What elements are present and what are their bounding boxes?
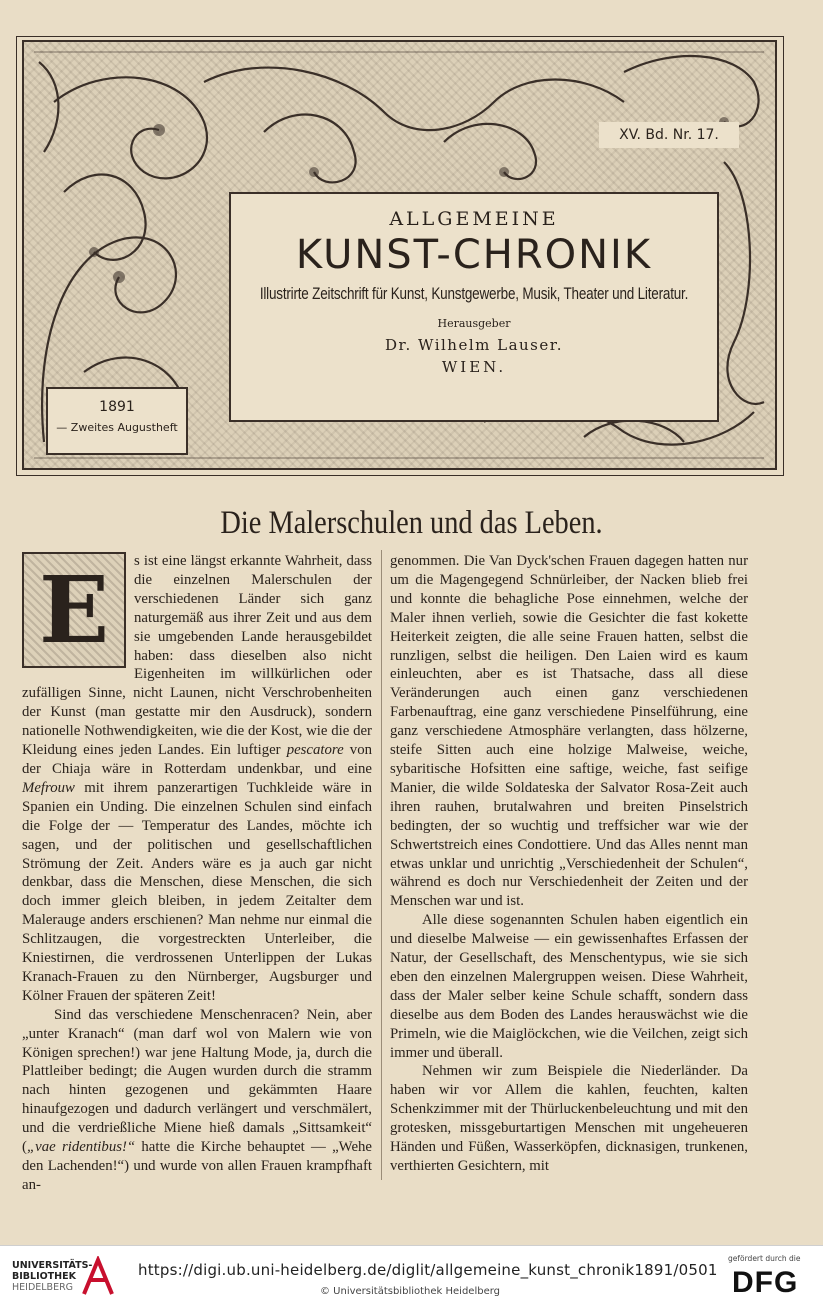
issue-label: — Zweites Augustheft — [56, 421, 178, 434]
title-panel — [229, 192, 719, 422]
funding-label: gefördert durch die — [728, 1254, 801, 1263]
editor-name: Dr. Wilhelm Lauser. — [384, 336, 564, 354]
paragraph: genommen. Die Van Dyck'schen Frauen dagegen hatten nur um die Magengegend Schnürleiber, der Nacken blieb frei und konnte die behagliche Pose einnehmen, welche der Maler ihnen verlieh, sowie die Gesichter die fast kokette Heiterkeit zeigten, die alle seine Frauen hatten, selbst die runzligen, selbst die heiligen. Den Laien wird es kaum einleuchten, aber es ist Thatsache, dass all diese Veränderungen auch einen ganz verschiedenen Farbenauftrag, eine ganz verschiedene Pinselführung, eine ganz verschiedene Atmosphäre verlangten, dass hölzerne, steife Sitten auch eine holzige Malweise, weiche, sybaritische Hofsitten eine saftige, weiche, fast seifige Manier, die wilde Soldateska der Salvator Rosa-Zeit auch ihren rauhen, brutalwahren und breiten Pinselstrich bedingten, der so wuchtig und treffsicher war wie der Schwertstreich eines Condottiere. Und das Alles nennt man etwas unklar und unrichtig „Verschiedenheit der Schulen“, während es doch nur Verschiedenheit der Zeiten und der Menschen war und ist. — [390, 553, 748, 910]
dfg-logo: DFG — [732, 1266, 799, 1299]
copyright-notice: © Universitätsbibliothek Heidelberg — [320, 1286, 501, 1297]
ornamental-initial — [22, 552, 126, 668]
article-column-right — [390, 552, 748, 1176]
text-run: von der Chiaja wäre in Rotterdam undenkbar, und eine — [22, 742, 372, 777]
university-logo-icon — [80, 1256, 116, 1298]
university-line: BIBLIOTHEK — [12, 1271, 76, 1282]
issue-year: 1891 — [99, 399, 135, 415]
text-run: hatte die Kirche behauptet — „Wehe den Lachenden!“) und wurde von allen Frauen krampfhaft an- — [22, 1139, 372, 1193]
publication-city: WIEN. — [441, 358, 507, 376]
paragraph — [22, 1006, 372, 1195]
university-line: HEIDELBERG — [12, 1282, 74, 1293]
italic-text: pescatore — [286, 742, 344, 759]
text-run: Sind das verschiedene Menschenracen? Nein, aber „unter Kranach“ (man darf wol von Malern wie von Königen sprechen!) war jene Haltung Mode, ja, durch die Plattleiber bedingt; die Augen wurden durch die stramm nach hinten gezogenen und gekämmten Haare hinaufgezogen und dadurch verlängert und verschmälert, und die verdrießliche Miene hieß damals „Sittsamkeit“ ( — [22, 1006, 372, 1156]
masthead-subtitle: ALLGEMEINE — [389, 208, 559, 230]
page-permalink[interactable]: https://digi.ub.uni-heidelberg.de/diglit/allgemeine_kunst_chronik1891/0501 — [138, 1261, 718, 1279]
university-line: UNIVERSITÄTS- — [12, 1260, 93, 1271]
italic-text: Mefrouw — [22, 779, 75, 796]
article-title: Die Malerschulen und das Leben. — [220, 505, 603, 541]
editor-label: Herausgeber — [437, 317, 511, 330]
italic-text: „vae ridentibus!“ — [26, 1139, 136, 1156]
paragraph: Alle diese sogenannten Schulen haben eigentlich ein und dieselbe Malweise — ein gewissenhaftes Erfassen der Natur, der Gesellschaft, des Menschentypus, wie sie sich eben den einzelnen Malergruppen weisen. Diese Wahrheit, dass der Maler selber keine Schule schafft, sondern dass dieselbe aus dem Boden des Landes herauswächst wie die Primeln, wie die Maiglöckchen, wie die Veilchen, zeigt sich immer und überall. — [390, 912, 748, 1061]
masthead-title: KUNST-CHRONIK — [295, 232, 653, 278]
dropcap-letter: E — [38, 556, 110, 664]
masthead-tagline: Illustrirte Zeitschrift für Kunst, Kunstgewerbe, Musik, Theater und Literatur. — [259, 284, 689, 303]
paragraph: Nehmen wir zum Beispiele die Niederländer. Da haben wir vor Allem die kahlen, feuchten, kalten Schenkzimmer mit der Thürluckenbeleuchtung und mit den grotesken, missgeburtartigen Menschen mit ungeheueren Händen und Füßen, Wasserköpfen, dicknasigen, trunkenen, verthierten Gesichtern, mit — [390, 1063, 748, 1174]
viewer-footer — [0, 1245, 823, 1307]
issue-date-box — [46, 387, 188, 455]
masthead — [22, 40, 777, 470]
text-run: mit ihrem panzerartigen Tuchkleide wäre in Spanien ein Unding. Die einzelnen Schulen sind einfach die Folge der — Temperatur des Landes, möchte ich sagen, und der politischen und gesellschaftlichen Strömung der Zeit. Anders wäre es ja auch gar nicht denkbar, dass die Menschen, diese Menschen, die sich doch immer gleich bleiben, in jedem Zeitalter dem Malerauge anders erschienen? Man nehme nur einmal die Schlitzaugen, die vorgestreckten Unterleiber, die Kniestirnen, die verdrossenen Unterlippen der Lukas Kranach-Frauen zu den Nürnberger, Augsburger und Kölner Frauen der späteren Zeit! — [22, 779, 372, 1004]
volume-number: XV. Bd. Nr. 17. — [599, 122, 739, 148]
text-run: s ist eine längst erkannte Wahrheit, dass die einzelnen Malerschulen der verschiedenen Länder sich ganz naturgemäß aus ihrer Zeit und aus dem sie umgebenden Lande herausgebildet haben: dass dieselben also nicht Eigenheiten im willkürlichen oder zufälligen Sinne, nicht Launen, nicht Verschrobenheiten der Kunst (man gestatte mir den Ausdruck), sondern nationelle Nothwendigkeiten, wie die der Kost, wie die der Kleidung eines jeden Landes. Ein luftiger — [22, 553, 372, 759]
article-column-left — [22, 552, 372, 1195]
column-divider — [381, 550, 382, 1180]
